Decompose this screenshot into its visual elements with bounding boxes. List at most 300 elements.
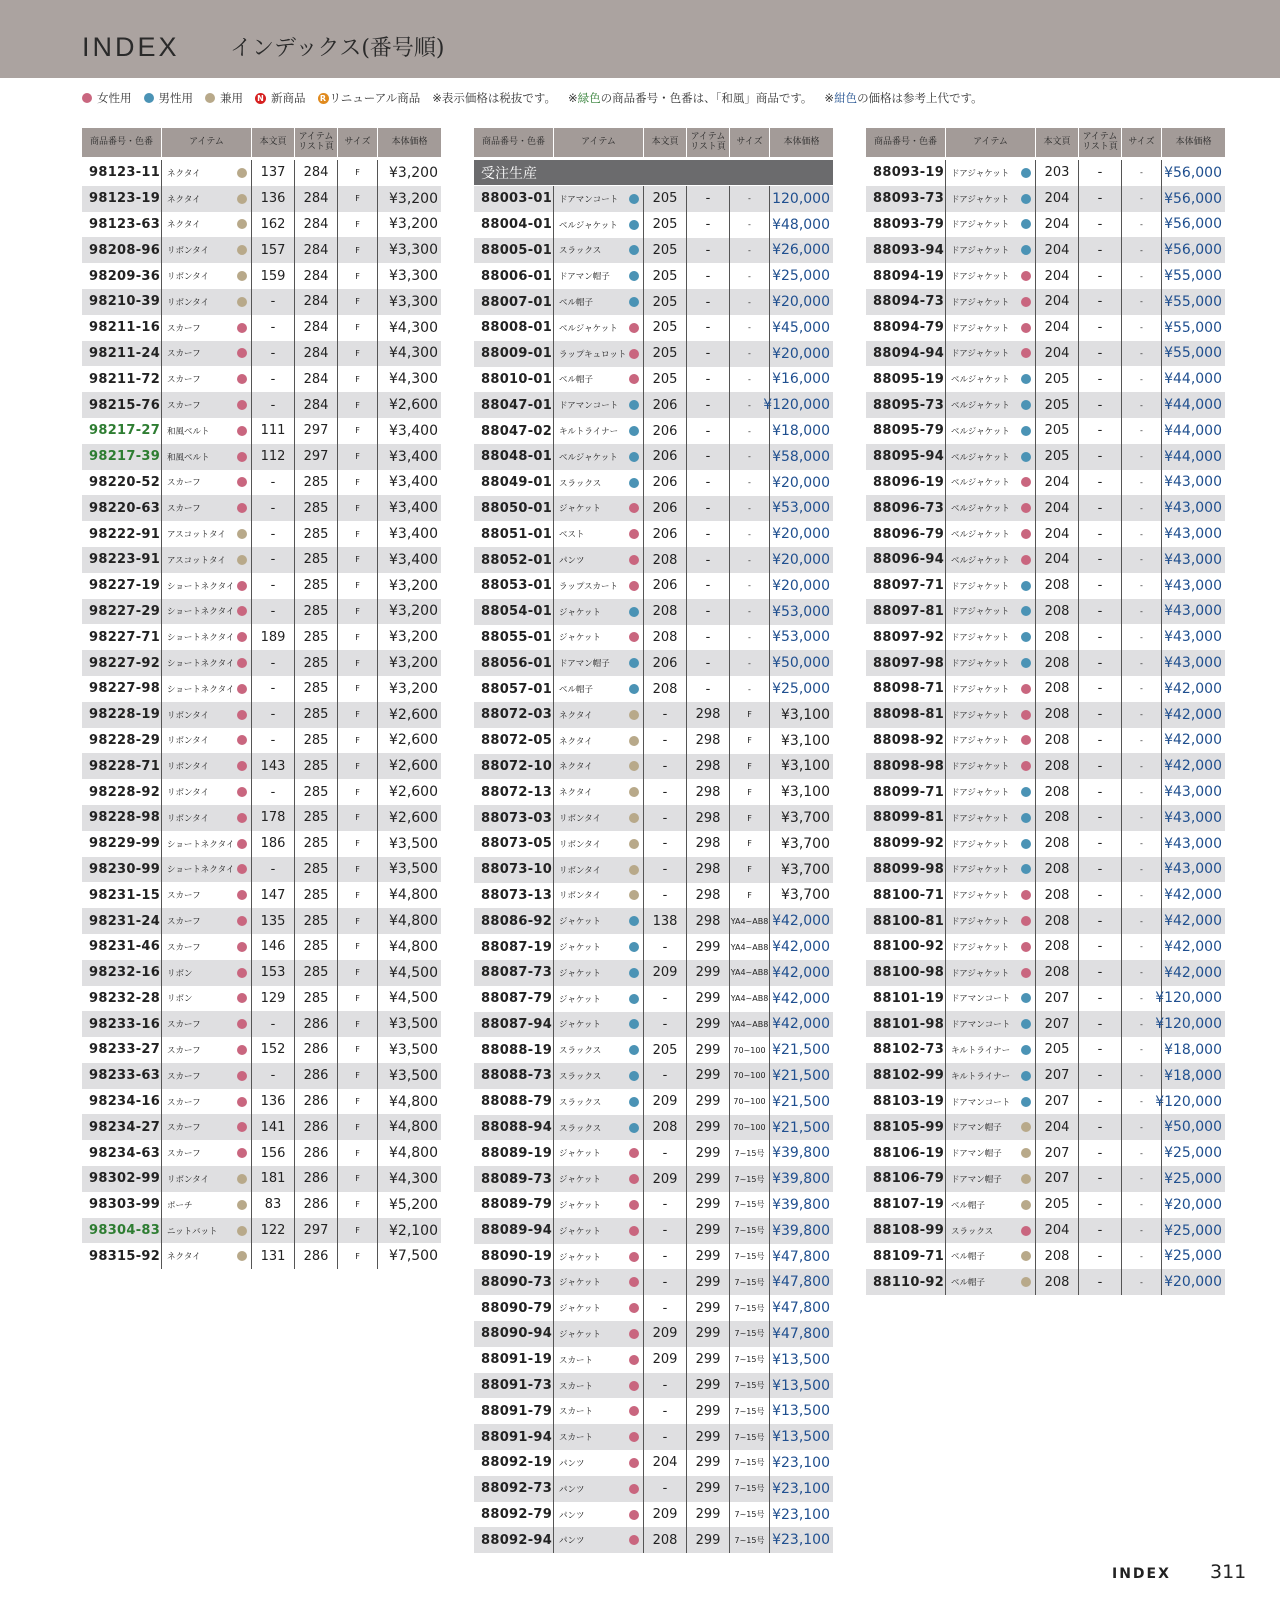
page-number-cell: 203 <box>1036 160 1079 186</box>
product-code: 98211-16 <box>82 315 162 341</box>
page-number-cell: - <box>644 1373 687 1399</box>
table-row <box>474 831 833 857</box>
unisex-dot-icon <box>1021 1148 1031 1158</box>
men-dot-icon <box>1021 839 1031 849</box>
item-name: スラックス <box>559 1046 602 1057</box>
list-page-cell: 299 <box>687 1373 730 1399</box>
item-cell <box>946 263 1036 289</box>
item-name: リボンタイ <box>167 736 209 747</box>
product-code: 98228-71 <box>82 753 162 779</box>
size-cell: F <box>338 547 378 573</box>
list-page-cell: 299 <box>687 1476 730 1502</box>
item-name: ジャケット <box>559 917 601 928</box>
size-cell: - <box>1122 470 1162 496</box>
size-cell: - <box>1122 1011 1162 1037</box>
price-cell: ¥39,800 <box>772 1196 830 1213</box>
table-row <box>474 263 833 289</box>
page-number-cell: 204 <box>1036 212 1079 238</box>
table-row <box>82 599 441 625</box>
men-dot-icon <box>629 245 639 255</box>
item-name: ベル帽子 <box>559 685 594 696</box>
table-row <box>474 315 833 341</box>
list-page-cell: 298 <box>687 857 730 883</box>
table-row <box>866 960 1225 986</box>
item-cell <box>554 599 644 625</box>
item-name: ドアマン帽子 <box>951 1174 1002 1185</box>
list-page-cell: 285 <box>295 624 338 650</box>
table-row <box>474 650 833 676</box>
men-dot-icon <box>1021 374 1031 384</box>
price-cell: ¥20,000 <box>1164 1196 1222 1213</box>
item-cell <box>162 1063 252 1089</box>
list-page-cell: 284 <box>295 289 338 315</box>
men-dot-icon <box>629 426 639 436</box>
table-row <box>82 366 441 392</box>
item-cell <box>946 289 1036 315</box>
women-dot-icon <box>237 942 247 952</box>
item-name: ドアジャケット <box>951 736 1010 747</box>
list-page-cell: - <box>1079 237 1122 263</box>
table-row <box>866 1089 1225 1115</box>
size-cell: - <box>730 392 770 418</box>
list-page-cell: - <box>687 547 730 573</box>
table-row <box>474 934 833 960</box>
item-name: 和風ベルト <box>167 452 210 463</box>
item-name: ドアジャケット <box>951 891 1010 902</box>
price-cell: ¥42,000 <box>1164 706 1222 723</box>
price-cell: ¥43,000 <box>1164 861 1222 878</box>
product-code: 88004-01 <box>474 212 554 238</box>
price-cell: ¥3,100 <box>781 732 830 749</box>
page-number-cell: 204 <box>1036 1114 1079 1140</box>
size-cell: F <box>338 624 378 650</box>
page-number-cell: 205 <box>1036 1037 1079 1063</box>
women-dot-icon <box>237 374 247 384</box>
size-cell: - <box>1122 1063 1162 1089</box>
list-page-cell: - <box>1079 212 1122 238</box>
list-page-cell: - <box>1079 1166 1122 1192</box>
item-name: ベルジャケット <box>951 426 1010 437</box>
list-page-cell: 299 <box>687 1089 730 1115</box>
price-cell: ¥4,800 <box>389 1093 438 1110</box>
size-cell: - <box>1122 986 1162 1012</box>
list-page-cell: 285 <box>295 831 338 857</box>
price-cell: ¥58,000 <box>772 448 830 465</box>
price-cell: 120,000 <box>772 190 830 207</box>
women-dot-icon <box>237 1148 247 1158</box>
item-cell <box>554 1527 644 1553</box>
note-green-text: の商品番号・色番は、「和風」商品です。 <box>600 91 813 105</box>
list-page-cell: - <box>1079 934 1122 960</box>
size-cell: F <box>338 418 378 444</box>
page-number-cell: - <box>252 289 295 315</box>
price-cell: ¥45,000 <box>772 319 830 336</box>
page-number-cell: - <box>644 1476 687 1502</box>
product-code: 88048-01 <box>474 444 554 470</box>
size-cell: F <box>338 1089 378 1115</box>
price-cell: ¥2,100 <box>389 1222 438 1239</box>
page-number-cell: 208 <box>1036 1243 1079 1269</box>
size-cell: - <box>730 289 770 315</box>
size-cell: - <box>1122 418 1162 444</box>
item-cell <box>946 418 1036 444</box>
product-code: 98234-16 <box>82 1089 162 1115</box>
size-cell: F <box>338 1011 378 1037</box>
product-code: 98233-63 <box>82 1063 162 1089</box>
page-number-cell: 209 <box>644 1347 687 1373</box>
table-row <box>866 805 1225 831</box>
product-code: 98217-39 <box>82 444 162 470</box>
page-number-cell: 208 <box>1036 1269 1079 1295</box>
item-name: ドアマンコート <box>559 194 619 205</box>
men-dot-icon <box>1021 400 1031 410</box>
product-code: 88047-01 <box>474 392 554 418</box>
list-page-cell: - <box>1079 495 1122 521</box>
price-cell: ¥23,100 <box>772 1480 830 1497</box>
price-cell: ¥13,500 <box>772 1403 830 1420</box>
list-page-cell: 299 <box>687 1424 730 1450</box>
table-row <box>82 702 441 728</box>
item-cell <box>162 728 252 754</box>
item-cell <box>946 986 1036 1012</box>
product-code: 98220-63 <box>82 495 162 521</box>
header-size: サイズ <box>1122 128 1162 157</box>
product-code: 88091-79 <box>474 1398 554 1424</box>
size-cell: - <box>1122 753 1162 779</box>
product-code: 88089-94 <box>474 1218 554 1244</box>
item-cell <box>162 212 252 238</box>
product-code: 88089-73 <box>474 1166 554 1192</box>
size-cell: - <box>1122 573 1162 599</box>
price-cell: ¥25,000 <box>1164 1170 1222 1187</box>
size-cell: - <box>730 676 770 702</box>
product-code: 88100-98 <box>866 960 946 986</box>
item-name: ジャケット <box>559 1020 601 1031</box>
size-cell: - <box>1122 1218 1162 1244</box>
product-code: 88103-19 <box>866 1089 946 1115</box>
product-code: 98234-63 <box>82 1140 162 1166</box>
product-code: 98231-15 <box>82 882 162 908</box>
size-cell: F <box>338 1243 378 1269</box>
size-cell: - <box>730 367 770 393</box>
page-number-cell: 207 <box>1036 1166 1079 1192</box>
product-code: 88072-03 <box>474 702 554 728</box>
header-code: 商品番号・色番 <box>866 128 946 157</box>
product-code: 88109-71 <box>866 1243 946 1269</box>
product-code: 88092-73 <box>474 1476 554 1502</box>
table-row <box>82 212 441 238</box>
list-page-cell: 298 <box>687 831 730 857</box>
table-row <box>866 1114 1225 1140</box>
price-cell: ¥4,300 <box>389 1170 438 1187</box>
size-cell: F <box>338 495 378 521</box>
header-item: アイテム <box>162 128 252 157</box>
item-cell <box>162 470 252 496</box>
item-name: ショートネクタイ <box>167 684 235 695</box>
item-cell <box>162 753 252 779</box>
size-cell: - <box>730 496 770 522</box>
item-name: スラックス <box>559 1123 602 1134</box>
list-page-cell: - <box>1079 1114 1122 1140</box>
header-size: サイズ <box>730 128 770 157</box>
unisex-dot-icon <box>629 736 639 746</box>
size-cell: F <box>338 186 378 212</box>
size-cell: - <box>1122 237 1162 263</box>
page-number-cell: - <box>252 650 295 676</box>
page-number-cell: 205 <box>644 341 687 367</box>
price-cell: ¥5,200 <box>389 1196 438 1213</box>
price-cell: ¥42,000 <box>1164 913 1222 929</box>
size-cell: - <box>1122 599 1162 625</box>
item-cell <box>946 444 1036 470</box>
price-cell: ¥56,000 <box>1164 216 1222 233</box>
size-cell: F <box>338 366 378 392</box>
table-row <box>866 882 1225 908</box>
table-row <box>866 1166 1225 1192</box>
product-code: 88098-71 <box>866 676 946 702</box>
item-cell <box>162 1140 252 1166</box>
list-page-cell: - <box>1079 289 1122 315</box>
item-cell <box>162 908 252 934</box>
list-page-cell: 285 <box>295 805 338 831</box>
product-code: 88096-73 <box>866 495 946 521</box>
item-cell <box>554 315 644 341</box>
table-row <box>474 728 833 754</box>
size-cell: F <box>338 753 378 779</box>
page-number-cell: - <box>252 702 295 728</box>
product-code: 98304-83 <box>82 1218 162 1244</box>
unisex-dot-icon <box>1021 1200 1031 1210</box>
women-dot-icon <box>82 93 92 103</box>
list-page-cell: - <box>687 625 730 651</box>
product-code: 88088-94 <box>474 1115 554 1141</box>
men-dot-icon <box>629 658 639 668</box>
item-name: ショートネクタイ <box>167 839 235 850</box>
page-number-cell: 141 <box>252 1114 295 1140</box>
item-name: ベル帽子 <box>559 375 594 386</box>
price-cell: ¥47,800 <box>772 1325 830 1342</box>
price-cell: ¥2,600 <box>389 784 438 801</box>
size-cell: 7~15号 <box>730 1347 770 1373</box>
list-page-cell: - <box>1079 186 1122 212</box>
table-row <box>866 831 1225 857</box>
list-page-cell: 299 <box>687 934 730 960</box>
women-dot-icon <box>237 890 247 900</box>
size-cell: F <box>338 702 378 728</box>
page-number-cell: - <box>644 805 687 831</box>
product-code: 88110-92 <box>866 1269 946 1295</box>
item-cell <box>946 470 1036 496</box>
product-code: 98210-39 <box>82 289 162 315</box>
unisex-dot-icon <box>1021 1251 1031 1261</box>
men-dot-icon <box>629 916 639 926</box>
size-cell: 7~15号 <box>730 1192 770 1218</box>
item-name: リボンタイ <box>167 813 209 824</box>
item-cell <box>946 1192 1036 1218</box>
table-row <box>82 289 441 315</box>
size-cell: F <box>338 986 378 1012</box>
women-dot-icon <box>237 813 247 823</box>
note-navy-word: 紺色 <box>834 91 858 105</box>
price-cell: ¥3,400 <box>389 474 438 491</box>
list-page-cell: 284 <box>295 160 338 186</box>
size-cell: F <box>338 289 378 315</box>
product-code: 88052-01 <box>474 547 554 573</box>
list-page-cell: - <box>1079 1089 1122 1115</box>
item-name: ベルジャケット <box>951 478 1010 489</box>
product-code: 98123-63 <box>82 212 162 238</box>
price-cell: ¥3,200 <box>389 164 438 181</box>
product-code: 88098-92 <box>866 728 946 754</box>
list-page-cell: - <box>687 573 730 599</box>
product-code: 88055-01 <box>474 625 554 651</box>
women-dot-icon <box>629 632 639 642</box>
page-number-cell: 162 <box>252 212 295 238</box>
women-dot-icon <box>237 400 247 410</box>
size-cell: - <box>1122 960 1162 986</box>
page-number-cell: - <box>252 470 295 496</box>
table-row <box>474 908 833 934</box>
item-cell <box>554 470 644 496</box>
page-number-cell: 207 <box>1036 1089 1079 1115</box>
page-number-cell: 209 <box>644 1089 687 1115</box>
product-code: 98222-91 <box>82 521 162 547</box>
price-cell: ¥23,100 <box>772 1454 830 1471</box>
page-number-cell: 157 <box>252 237 295 263</box>
price-cell: ¥16,000 <box>772 371 830 388</box>
unisex-dot-icon <box>237 168 247 178</box>
page-number-cell: - <box>644 1424 687 1450</box>
table-row <box>866 366 1225 392</box>
price-cell: ¥3,200 <box>389 655 438 672</box>
size-cell: F <box>338 1037 378 1063</box>
women-dot-icon <box>629 1252 639 1262</box>
list-page-cell: 285 <box>295 728 338 754</box>
list-page-cell: 285 <box>295 521 338 547</box>
item-cell <box>946 1011 1036 1037</box>
page-number-cell: 206 <box>644 418 687 444</box>
item-name: ネクタイ <box>559 762 593 773</box>
women-dot-icon <box>237 1097 247 1107</box>
list-page-cell: 286 <box>295 1166 338 1192</box>
product-code: 98228-19 <box>82 702 162 728</box>
price-cell: ¥3,400 <box>389 448 438 465</box>
page-number-cell: 206 <box>644 650 687 676</box>
page-number-cell: 204 <box>1036 521 1079 547</box>
table-row <box>474 470 833 496</box>
size-cell: - <box>1122 908 1162 934</box>
list-page-cell: 299 <box>687 1450 730 1476</box>
item-name: ショートネクタイ <box>167 581 235 592</box>
legend-unisex: 兼用 <box>220 91 243 105</box>
table-header <box>82 128 441 157</box>
table-row <box>866 160 1225 186</box>
unisex-dot-icon <box>237 1251 247 1261</box>
men-dot-icon <box>1021 168 1031 178</box>
header-size: サイズ <box>338 128 378 157</box>
men-dot-icon <box>629 684 639 694</box>
men-dot-icon <box>629 1097 639 1107</box>
size-cell: F <box>730 805 770 831</box>
page-number-cell: - <box>644 831 687 857</box>
men-dot-icon <box>629 1019 639 1029</box>
price-cell: ¥43,000 <box>1164 526 1222 543</box>
size-cell: F <box>730 702 770 728</box>
price-cell: ¥44,000 <box>1164 422 1222 439</box>
item-cell <box>162 934 252 960</box>
page-number-cell: 205 <box>644 367 687 393</box>
page-number-cell: 208 <box>644 676 687 702</box>
item-name: スカーフ <box>167 1045 201 1056</box>
list-page-cell: 286 <box>295 1192 338 1218</box>
product-code: 88088-79 <box>474 1089 554 1115</box>
header-code: 商品番号・色番 <box>82 128 162 157</box>
page-number-cell: 147 <box>252 882 295 908</box>
product-code: 88094-79 <box>866 315 946 341</box>
product-code: 88100-92 <box>866 934 946 960</box>
item-name: リボンタイ <box>167 710 209 721</box>
page-title: INDEX <box>82 32 180 62</box>
item-cell <box>554 1321 644 1347</box>
price-cell: ¥25,000 <box>1164 1222 1222 1239</box>
table-row <box>82 908 441 934</box>
list-page-cell: - <box>1079 1269 1122 1295</box>
item-name: アスコットタイ <box>167 555 226 566</box>
item-name: ドアジャケット <box>951 684 1010 695</box>
list-page-cell: 299 <box>687 1398 730 1424</box>
product-code: 88051-01 <box>474 521 554 547</box>
unisex-dot-icon <box>629 761 639 771</box>
page-number-cell: 208 <box>1036 702 1079 728</box>
women-dot-icon <box>237 1071 247 1081</box>
legend-new: 新商品 <box>271 91 306 105</box>
page-number-cell: - <box>644 1192 687 1218</box>
item-cell <box>946 495 1036 521</box>
product-code: 98232-28 <box>82 986 162 1012</box>
unisex-dot-icon <box>629 710 639 720</box>
unisex-dot-icon <box>237 555 247 565</box>
table-row <box>474 1115 833 1141</box>
price-cell: ¥39,800 <box>772 1222 830 1239</box>
price-cell: ¥43,000 <box>1164 835 1222 852</box>
item-name: スカート <box>559 1355 594 1366</box>
header-band <box>0 0 1280 78</box>
size-cell: 7~15号 <box>730 1269 770 1295</box>
list-page-cell: - <box>1079 650 1122 676</box>
product-code: 98231-46 <box>82 934 162 960</box>
item-name: パンツ <box>559 556 585 567</box>
item-cell <box>946 160 1036 186</box>
item-name: ベルジャケット <box>951 504 1010 515</box>
page-number-cell: - <box>644 1398 687 1424</box>
item-cell <box>162 986 252 1012</box>
product-code: 88008-01 <box>474 315 554 341</box>
item-cell <box>554 857 644 883</box>
table-row <box>82 779 441 805</box>
women-dot-icon <box>1021 735 1031 745</box>
price-cell: ¥20,000 <box>772 526 830 543</box>
page-number-cell: - <box>644 702 687 728</box>
list-page-cell: 285 <box>295 573 338 599</box>
table-row <box>474 1295 833 1321</box>
table-row <box>866 1218 1225 1244</box>
table-row <box>82 1140 441 1166</box>
item-cell <box>946 1166 1036 1192</box>
list-page-cell: - <box>1079 960 1122 986</box>
list-page-cell: - <box>687 238 730 264</box>
note-mark: ※ <box>567 91 578 105</box>
item-name: ショートネクタイ <box>167 659 235 670</box>
